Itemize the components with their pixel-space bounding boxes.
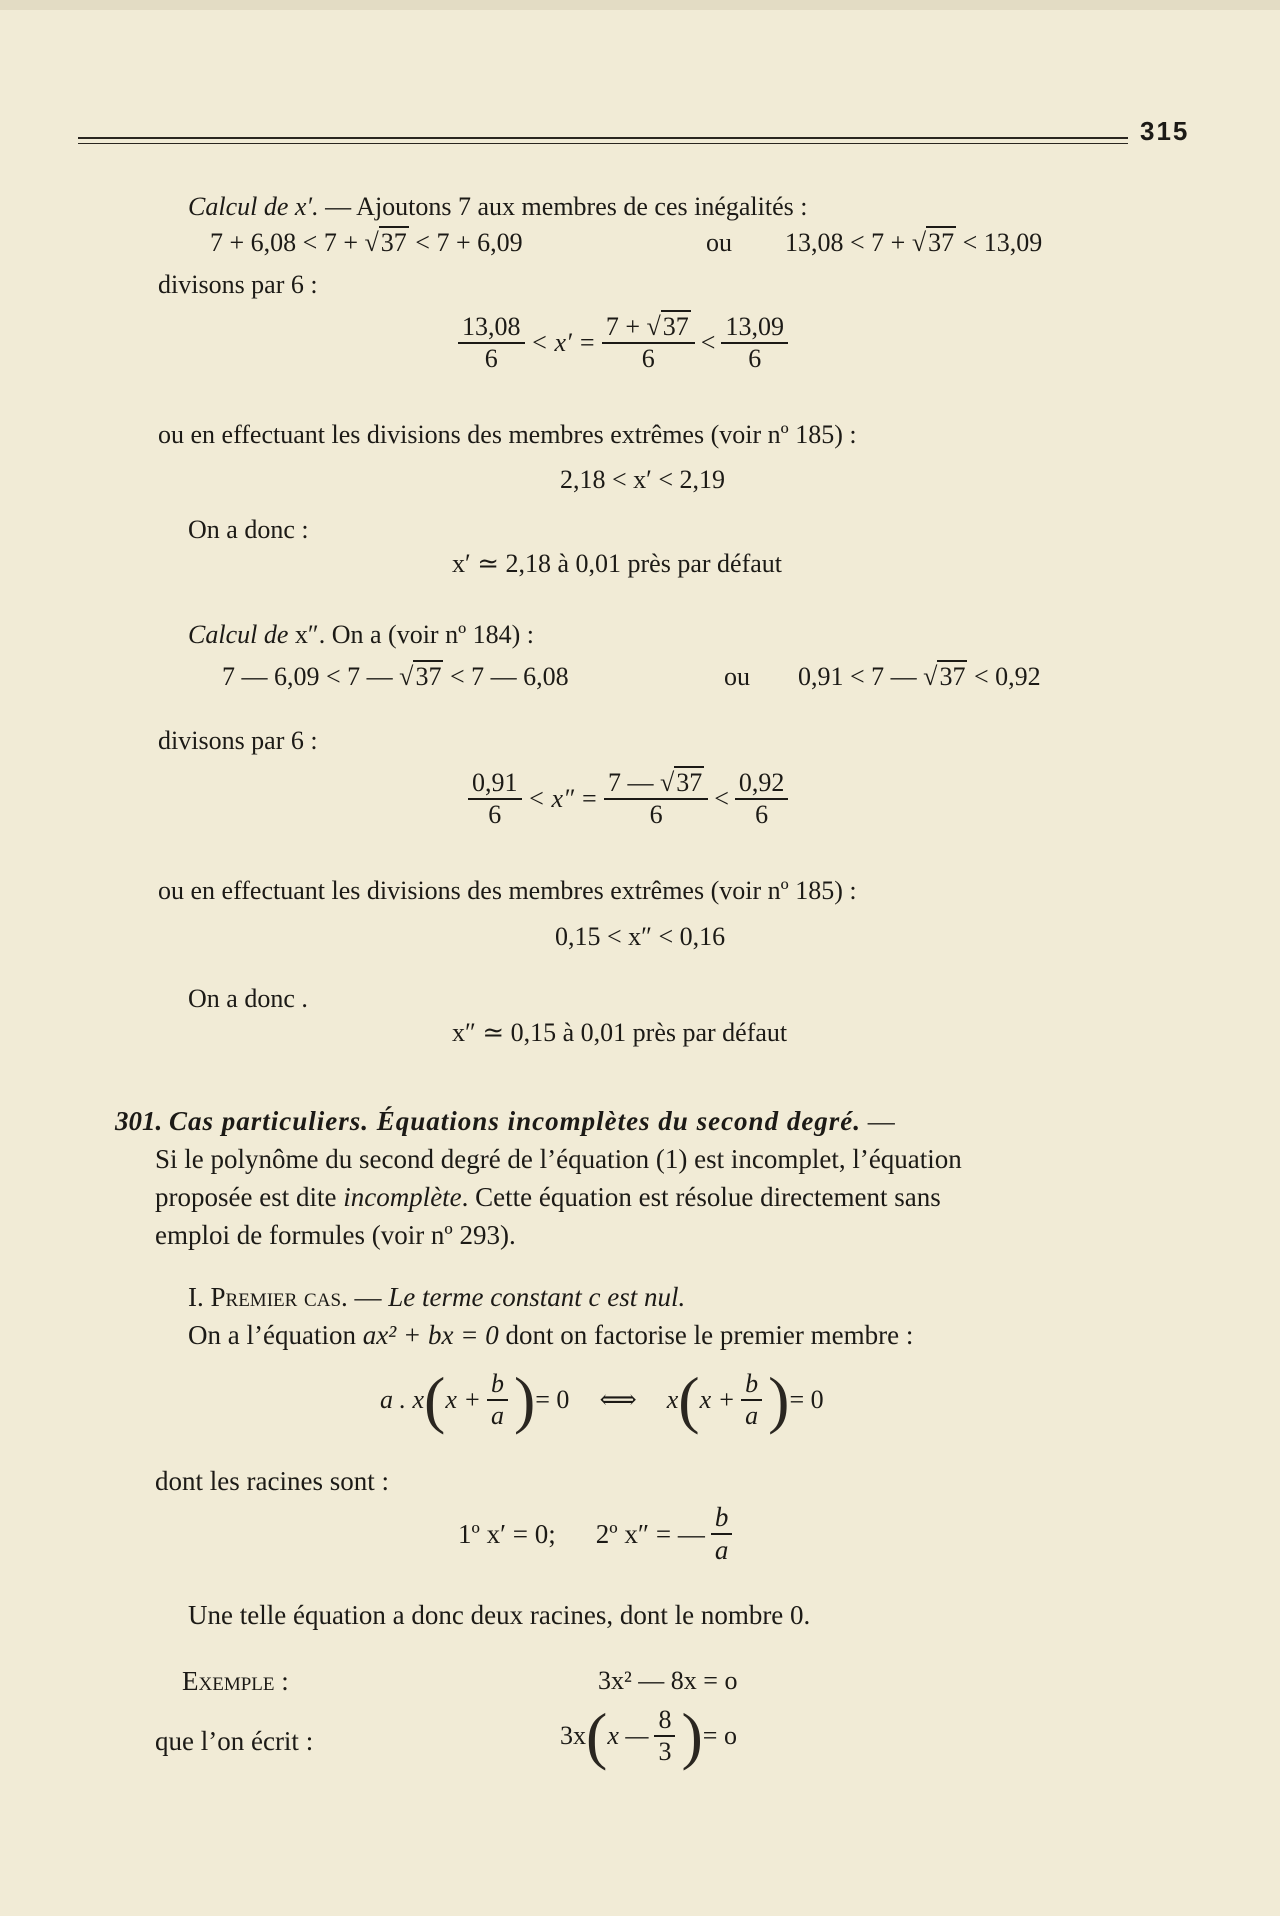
calc-xpp-fraction-inequality	[462, 768, 794, 830]
numerator: b	[741, 1369, 762, 1401]
paren-close: )	[513, 1364, 536, 1435]
factor: 3x	[560, 1721, 586, 1750]
section-number: 301.	[115, 1106, 163, 1136]
calc-xpp-divide: divisons par 6 :	[158, 726, 318, 755]
written-label: que l’on écrit :	[155, 1726, 314, 1756]
relation: <	[714, 783, 729, 813]
calc-xp-result: 2,18 < x′ < 2,19	[560, 465, 726, 494]
sqrt-37: √37	[399, 662, 442, 691]
denominator: 6	[641, 343, 655, 373]
calc-xpp-donc: On a donc .	[188, 984, 308, 1013]
paren-open: (	[424, 1364, 446, 1435]
fraction	[721, 312, 788, 374]
roots-intro: dont les racines sont :	[155, 1466, 389, 1496]
text: proposée est dite	[155, 1182, 344, 1212]
sqrt-37: √37	[911, 228, 955, 257]
example-label: Exemple :	[182, 1666, 289, 1696]
calc-xp-divide: divisons par 6 :	[158, 270, 318, 299]
ineq-text: 7 + 6,08 < 7 +	[210, 228, 365, 257]
case-1-heading	[188, 1282, 685, 1313]
section-301-line4: emploi de formules (voir nº 293).	[155, 1220, 516, 1250]
fraction-8-over-3	[654, 1705, 675, 1767]
calc-xpp-ou: ou	[724, 662, 750, 691]
calc-xp-effect: ou en effectuant les divisions des membres extrêmes (voir nº 185) :	[158, 420, 857, 449]
numerator: b	[487, 1369, 508, 1401]
radicand: 37	[380, 228, 407, 257]
num-text: 7 —	[607, 768, 660, 797]
numerator: 13,09	[721, 312, 788, 344]
equivalence-arrow: ⟺	[599, 1385, 637, 1414]
calc-xp-donc: On a donc :	[188, 515, 309, 544]
paren-open: (	[678, 1364, 700, 1435]
paren-close: )	[768, 1364, 790, 1435]
case-1-equation-line	[188, 1320, 913, 1351]
header-rule	[78, 137, 1128, 139]
numerator: 0,91	[468, 768, 522, 800]
emphasis: incomplète	[343, 1182, 462, 1212]
root-2: 2º x″ = —	[595, 1518, 705, 1549]
text: dont on factorise le premier membre :	[498, 1320, 914, 1350]
text: On a l’équation	[188, 1320, 363, 1350]
fraction-b-over-a	[487, 1369, 508, 1431]
numerator: 0,92	[735, 768, 789, 800]
section-301-heading	[115, 1106, 895, 1137]
calc-xp-heading-line	[188, 192, 807, 222]
denominator: 6	[649, 799, 663, 829]
section-301-line3	[155, 1182, 941, 1213]
calc-xpp-effect: ou en effectuant les divisions des membres extrêmes (voir nº 185) :	[158, 876, 857, 905]
ineq-text: 0,91 < 7 —	[798, 662, 924, 691]
page-top-edge	[0, 0, 1280, 10]
denominator: 6	[488, 799, 502, 829]
text: . Cette équation est résolue directement sans	[461, 1182, 941, 1212]
radicand: 37	[676, 768, 703, 797]
section-301-line2: Si le polynôme du second degré de l’équation (1) est incomplet, l’équation	[155, 1144, 962, 1174]
text: —	[347, 1282, 389, 1312]
fraction	[604, 768, 708, 830]
case-label: Premier cas.	[210, 1282, 348, 1312]
fraction	[602, 312, 695, 374]
calc-xpp-inequality-right	[798, 662, 1041, 692]
radicand: 37	[415, 662, 442, 691]
denominator: 6	[755, 799, 769, 829]
header-rule-thin	[78, 143, 1128, 144]
numerator	[602, 312, 695, 344]
calc-xp-heading: Calcul de x′.	[188, 192, 319, 221]
denominator: a	[490, 1401, 504, 1430]
calc-xp-ou: ou	[706, 228, 732, 257]
ineq-text: < 7 — 6,08	[443, 662, 569, 691]
num-text: 7 +	[605, 312, 647, 341]
radicand: 37	[939, 662, 966, 691]
calc-xpp-inequality-left	[222, 662, 569, 692]
fraction-b-over-a	[741, 1369, 762, 1431]
calc-xp-inequality-left	[210, 228, 523, 258]
equals-zero: = 0	[535, 1385, 570, 1414]
numerator: 13,08	[458, 312, 525, 344]
fraction	[735, 768, 789, 830]
text: I.	[188, 1282, 211, 1312]
root-1: 1º x′ = 0;	[458, 1518, 556, 1549]
sqrt-37: √37	[364, 228, 407, 257]
calc-xp-approx: x′ ≃ 2,18 à 0,01 près par défaut	[452, 549, 782, 578]
section-title: Cas particuliers. Équations incomplètes du second degré.	[169, 1106, 862, 1136]
calc-xp-intro: — Ajoutons 7 aux membres de ces inégalités :	[318, 192, 808, 221]
relation: < x′ =	[530, 327, 596, 357]
relation: < x″ =	[527, 783, 598, 813]
calc-xpp-approx: x″ ≃ 0,15 à 0,01 près par défaut	[452, 1018, 788, 1047]
roots-line	[458, 1502, 738, 1566]
ineq-text: 13,08 < 7 +	[785, 228, 912, 257]
calc-xpp-heading: Calcul de	[188, 620, 295, 649]
equation: ax² + bx = 0	[362, 1320, 499, 1350]
ineq-text: 7 — 6,09 < 7 —	[222, 662, 400, 691]
factor: a . x	[380, 1385, 425, 1414]
ineq-text: < 13,09	[956, 228, 1043, 257]
numerator	[604, 768, 708, 800]
sqrt-37: √37	[646, 312, 689, 341]
fraction	[458, 312, 525, 374]
equals-zero: = o	[702, 1721, 737, 1750]
numerator: b	[711, 1502, 733, 1535]
term: x —	[607, 1721, 649, 1750]
relation: <	[700, 327, 716, 357]
ineq-text: < 7 + 6,09	[408, 228, 523, 257]
fraction-b-over-a	[711, 1502, 733, 1566]
equals-zero: = 0	[789, 1385, 824, 1414]
denominator: 3	[658, 1737, 672, 1766]
section-dash: —	[861, 1106, 895, 1136]
calc-xpp-result: 0,15 < x″ < 0,16	[555, 922, 726, 951]
example-equation: 3x² — 8x = o	[598, 1666, 738, 1695]
paren-close: )	[681, 1700, 703, 1771]
radicand: 37	[928, 228, 955, 257]
calc-xp-fraction-inequality	[452, 312, 794, 374]
calc-xp-inequality-right	[785, 228, 1042, 258]
denominator: 6	[484, 343, 498, 373]
paren-open: (	[586, 1700, 608, 1771]
page-number: 315	[1140, 116, 1190, 146]
sqrt-37: √37	[659, 768, 703, 797]
calc-xpp-heading-line	[188, 620, 534, 650]
term: x +	[699, 1385, 736, 1414]
calc-xpp-variable: x″.	[294, 620, 326, 649]
ineq-text: < 0,92	[967, 662, 1041, 691]
calc-xpp-intro: On a (voir nº 184) :	[325, 620, 535, 649]
fraction	[468, 768, 522, 830]
term: x +	[445, 1385, 481, 1414]
factorisation-line	[380, 1364, 824, 1435]
sqrt-37: √37	[923, 662, 966, 691]
conclusion: Une telle équation a donc deux racines, dont le nombre 0.	[188, 1600, 811, 1630]
denominator: a	[714, 1535, 729, 1566]
case-condition: Le terme constant c est nul.	[388, 1282, 686, 1312]
numerator: 8	[654, 1705, 675, 1737]
denominator: 6	[748, 343, 762, 373]
factor: x	[666, 1385, 679, 1414]
radicand: 37	[662, 312, 689, 341]
denominator: a	[745, 1401, 759, 1430]
written-equation	[560, 1700, 737, 1771]
